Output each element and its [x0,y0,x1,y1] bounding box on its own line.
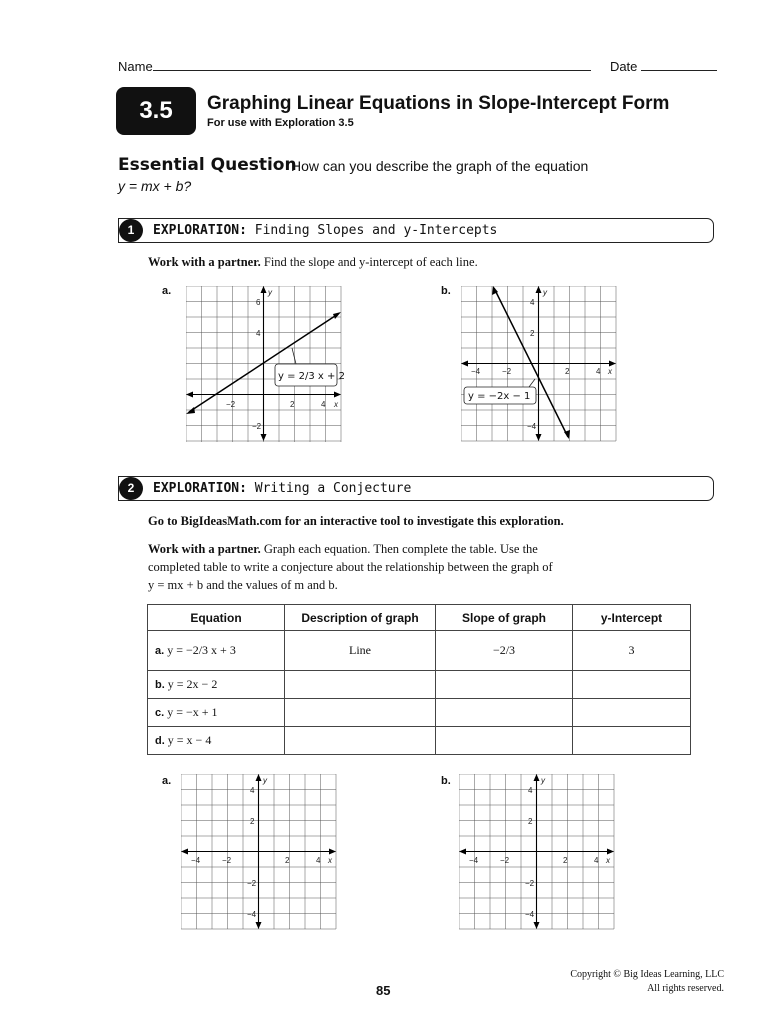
instruction-2-line-3: y = mx + b and the values of m and b. [148,578,338,592]
graph-1a-tick-x-2: 2 [290,400,295,409]
graph-1a-tick-y-4: 4 [256,329,261,338]
exploration-2-instruction-1: Go to BigIdeasMath.com for an interactive tool to investigate this exploration. [148,514,564,528]
name-label: Name [118,59,153,74]
graph-2a-tick-x-neg4: −4 [191,856,201,865]
graph-2a[interactable] [181,774,337,930]
graph-b-label: b. [441,285,451,297]
instruction-text: Find the slope and y-intercept of each line. [263,255,478,269]
graph-1b-axis-y-label: y [543,288,547,297]
page-number: 85 [376,983,391,998]
table-cell-description[interactable] [285,727,436,755]
graph-1b-line [494,288,568,437]
table-header-intercept: y-Intercept [573,605,691,631]
graph-1a-tick-y-6: 6 [256,298,261,307]
table-row [148,631,691,671]
graph-2a-label: a. [162,775,172,787]
graph-1b-tick-x-4: 4 [596,367,601,376]
table-cell-description[interactable] [285,699,436,727]
graph-2a-axis-x-label: x [328,856,332,865]
copyright-line-1: Copyright © Big Ideas Learning, LLC [570,969,724,980]
table-cell-slope[interactable] [436,671,573,699]
essential-question-text-2: y = mx + b? [118,178,192,194]
table-cell-equation: a. y = −2/3 x + 3 [148,631,285,671]
name-field[interactable] [153,56,591,71]
table-cell-description[interactable] [285,671,436,699]
table-row [148,671,691,699]
table-cell-slope[interactable] [436,699,573,727]
exploration-2-title: Writing a Conjecture [254,481,412,496]
page-title: Graphing Linear Equations in Slope-Intercept Form [207,93,670,114]
table-header-description: Description of graph [285,605,436,631]
graph-1b-tick-y-neg4: −4 [527,422,537,431]
table-cell-slope[interactable] [436,727,573,755]
graph-2a-tick-y-neg2: −2 [247,879,257,888]
table-cell-intercept[interactable] [573,727,691,755]
exploration-1-label: EXPLORATION: [153,223,247,238]
exploration-1-banner [118,218,714,243]
date-label: Date [609,59,638,74]
table-cell-equation: c. y = −x + 1 [148,699,285,727]
copyright-line-2: All rights reserved. [647,983,724,994]
graph-2b-axis-x-label: x [606,856,610,865]
graph-2b-tick-x-neg2: −2 [500,856,510,865]
table-cell-intercept[interactable] [573,699,691,727]
essential-question-text: How can you describe the graph of the equation [291,158,589,174]
table-row [148,699,691,727]
exploration-2-label: EXPLORATION: [153,481,247,496]
essential-question-heading: Essential Question [118,155,297,175]
instruction-2-line-2: completed table to write a conjecture about the relationship between the graph of [148,560,553,574]
graph-1b-axis-x-label: x [608,367,612,376]
graph-2b-tick-x-4: 4 [594,856,599,865]
graph-2a-tick-x-2: 2 [285,856,290,865]
graph-1b [461,286,617,442]
section-number-badge: 3.5 [116,87,196,135]
table-cell-equation: d. y = x − 4 [148,727,285,755]
graph-1a-axis-y-label: y [268,288,272,297]
graph-2a-tick-x-4: 4 [316,856,321,865]
date-field[interactable] [641,56,717,71]
instruction-bold: Work with a partner. [148,255,261,269]
table-row [148,727,691,755]
graph-2b-tick-y-neg2: −2 [525,879,535,888]
graph-2b-tick-y-4: 4 [528,786,533,795]
graph-1b-tick-x-neg2: −2 [502,367,512,376]
page-subtitle: For use with Exploration 3.5 [207,117,354,129]
graph-1a-tick-y-neg2: −2 [252,422,262,431]
graph-1b-tick-x-neg4: −4 [471,367,481,376]
exploration-1-title: Finding Slopes and y-Intercepts [254,223,498,238]
graph-2a-axis-y-label: y [263,776,267,785]
graph-1a-equation: y = 2/3 x + 2 [278,371,345,382]
graph-2b-label: b. [441,775,451,787]
exploration-2-instruction-2 [148,540,708,594]
graph-1a-axis-x-label: x [334,400,338,409]
graph-2b-tick-y-neg4: −4 [525,910,535,919]
graph-2a-tick-y-neg4: −4 [247,910,257,919]
table-cell-equation: b. y = 2x − 2 [148,671,285,699]
graph-1b-equation: y = −2x − 1 [468,391,531,402]
graph-a-label: a. [162,285,172,297]
graph-2b-tick-x-neg4: −4 [469,856,479,865]
instruction-2-bold: Work with a partner. [148,542,261,556]
table-cell-slope[interactable]: −2/3 [436,631,573,671]
table-cell-intercept[interactable]: 3 [573,631,691,671]
graph-1a [186,286,346,442]
instruction-2-line-1: Graph each equation. Then complete the table. Use the [263,542,538,556]
graph-1a-tick-x-4: 4 [321,400,326,409]
graph-2a-tick-y-2: 2 [250,817,255,826]
graph-1b-tick-x-2: 2 [565,367,570,376]
graph-2b[interactable] [459,774,615,930]
conjecture-table [147,604,691,755]
exploration-1-number: 1 [119,219,143,242]
graph-2b-tick-y-2: 2 [528,817,533,826]
table-cell-description[interactable]: Line [285,631,436,671]
exploration-2-banner [118,476,714,501]
graph-2a-tick-x-neg2: −2 [222,856,232,865]
copyright-notice [570,968,724,996]
graph-1b-tick-y-2: 2 [530,329,535,338]
graph-1b-tick-y-4: 4 [530,298,535,307]
table-header-row [148,605,691,631]
table-header-slope: Slope of graph [436,605,573,631]
exploration-1-instruction [148,253,708,271]
table-cell-intercept[interactable] [573,671,691,699]
exploration-2-number: 2 [119,477,143,500]
graph-1a-tick-x-neg2: −2 [226,400,236,409]
graph-2b-axis-y-label: y [541,776,545,785]
table-header-equation: Equation [148,605,285,631]
graph-2b-tick-x-2: 2 [563,856,568,865]
name-date-row [118,56,718,74]
graph-2a-tick-y-4: 4 [250,786,255,795]
